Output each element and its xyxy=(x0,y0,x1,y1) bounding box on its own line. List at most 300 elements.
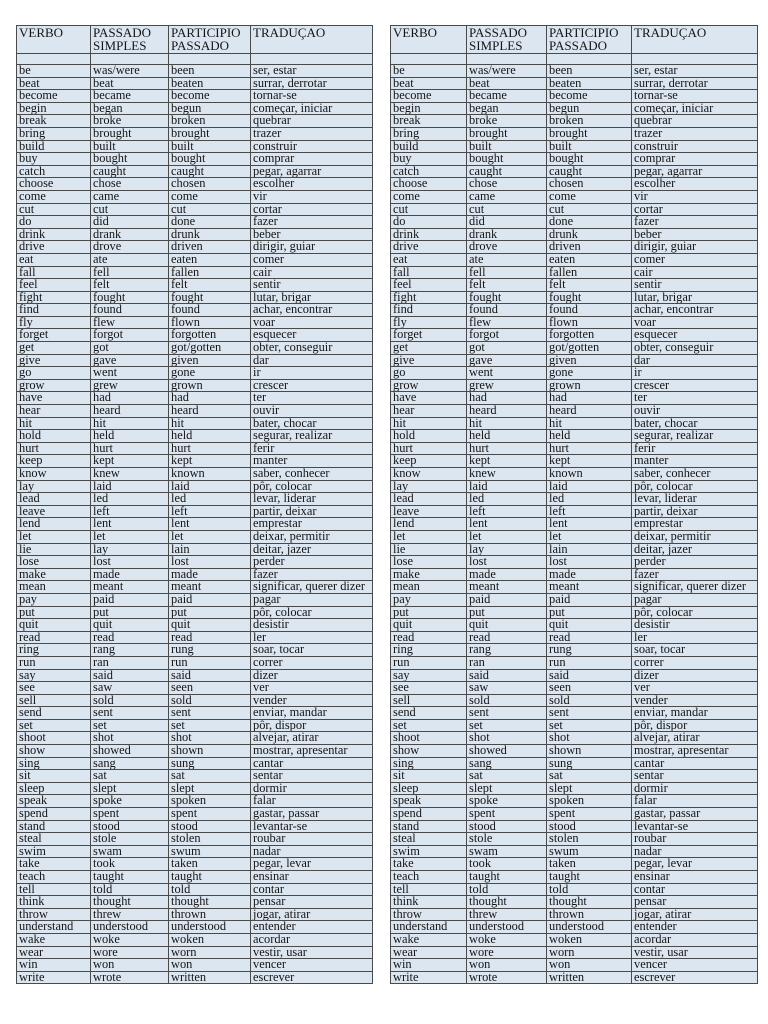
empty-cell xyxy=(17,54,91,65)
table-row xyxy=(391,682,758,695)
past-simple-cell: grew xyxy=(91,379,169,392)
past-simple-cell: went xyxy=(91,367,169,380)
translation-cell: crescer xyxy=(632,379,758,392)
translation-cell: vender xyxy=(251,694,373,707)
table-row xyxy=(391,694,758,707)
verb-cell: become xyxy=(391,90,467,103)
past-participle-cell: bought xyxy=(547,153,632,166)
past-simple-cell: wore xyxy=(467,946,547,959)
verb-cell: see xyxy=(391,682,467,695)
table-row xyxy=(391,203,758,216)
verb-cell: begin xyxy=(17,102,91,115)
table-row xyxy=(391,782,758,795)
past-participle-cell: shot xyxy=(547,732,632,745)
past-participle-cell: held xyxy=(169,430,251,443)
translation-cell: levantar-se xyxy=(251,820,373,833)
translation-cell: deixar, permitir xyxy=(632,530,758,543)
past-simple-cell: laid xyxy=(91,480,169,493)
past-participle-cell: found xyxy=(547,304,632,317)
empty-cell xyxy=(251,54,373,65)
past-simple-cell: slept xyxy=(91,782,169,795)
past-simple-cell: found xyxy=(91,304,169,317)
irregular-verbs-table xyxy=(16,25,373,984)
past-participle-cell: caught xyxy=(169,165,251,178)
translation-cell: cantar xyxy=(251,757,373,770)
past-simple-cell: hit xyxy=(91,417,169,430)
table-row xyxy=(391,216,758,229)
past-simple-cell: bought xyxy=(467,153,547,166)
verb-cell: buy xyxy=(17,153,91,166)
translation-cell: vir xyxy=(251,190,373,203)
past-simple-cell: woke xyxy=(467,933,547,946)
past-simple-cell: sent xyxy=(467,707,547,720)
past-simple-cell: hit xyxy=(467,417,547,430)
past-participle-cell: rung xyxy=(169,644,251,657)
past-participle-cell: meant xyxy=(547,581,632,594)
past-participle-cell: said xyxy=(169,669,251,682)
translation-cell: pegar, levar xyxy=(251,858,373,871)
translation-cell: contar xyxy=(632,883,758,896)
verb-cell: beat xyxy=(391,77,467,90)
verb-table-left xyxy=(16,25,373,984)
past-participle-cell: run xyxy=(169,656,251,669)
verb-cell: pay xyxy=(391,593,467,606)
past-participle-cell: told xyxy=(547,883,632,896)
translation-cell: enviar, mandar xyxy=(632,707,758,720)
verb-cell: leave xyxy=(391,505,467,518)
past-simple-cell: taught xyxy=(467,871,547,884)
translation-cell: manter xyxy=(251,455,373,468)
translation-cell: nadar xyxy=(632,845,758,858)
table-row xyxy=(17,316,373,329)
verb-cell: ring xyxy=(391,644,467,657)
past-participle-cell: kept xyxy=(547,455,632,468)
verb-cell: break xyxy=(17,115,91,128)
verb-cell: lead xyxy=(391,493,467,506)
verb-cell: come xyxy=(17,190,91,203)
verb-cell: eat xyxy=(391,253,467,266)
verb-cell: beat xyxy=(17,77,91,90)
verb-cell: sleep xyxy=(391,782,467,795)
translation-cell: dar xyxy=(251,354,373,367)
past-simple-cell: sold xyxy=(467,694,547,707)
table-row xyxy=(17,883,373,896)
translation-cell: saber, conhecer xyxy=(251,468,373,481)
translation-cell: falar xyxy=(251,795,373,808)
past-simple-cell: held xyxy=(467,430,547,443)
translation-cell: acordar xyxy=(632,933,758,946)
table-row xyxy=(391,858,758,871)
table-row xyxy=(17,455,373,468)
verb-cell: choose xyxy=(391,178,467,191)
table-row xyxy=(391,530,758,543)
verb-cell: stand xyxy=(391,820,467,833)
past-participle-cell: lain xyxy=(169,543,251,556)
past-participle-cell: beaten xyxy=(169,77,251,90)
verb-cell: build xyxy=(391,140,467,153)
past-simple-cell: knew xyxy=(467,468,547,481)
past-simple-cell: sat xyxy=(91,770,169,783)
past-simple-cell: came xyxy=(91,190,169,203)
verb-cell: tell xyxy=(391,883,467,896)
past-simple-cell: heard xyxy=(467,405,547,418)
past-simple-cell: meant xyxy=(91,581,169,594)
translation-cell: sentir xyxy=(251,279,373,292)
verb-cell: win xyxy=(391,959,467,972)
table-row xyxy=(17,707,373,720)
past-simple-cell: saw xyxy=(91,682,169,695)
table-row xyxy=(17,65,373,78)
verb-cell: choose xyxy=(17,178,91,191)
translation-cell: mostrar, apresentar xyxy=(632,745,758,758)
past-simple-cell: taught xyxy=(91,871,169,884)
past-simple-cell: caught xyxy=(91,165,169,178)
past-participle-cell: spoken xyxy=(547,795,632,808)
table-row xyxy=(17,745,373,758)
table-row xyxy=(17,795,373,808)
translation-cell: comprar xyxy=(251,153,373,166)
translation-cell: dirigir, guiar xyxy=(632,241,758,254)
verb-cell: fight xyxy=(17,291,91,304)
table-row xyxy=(17,820,373,833)
translation-cell: emprestar xyxy=(632,518,758,531)
verb-cell: hurt xyxy=(391,442,467,455)
past-simple-cell: did xyxy=(467,216,547,229)
past-simple-cell: stole xyxy=(467,833,547,846)
past-simple-cell: let xyxy=(467,530,547,543)
spacer-row xyxy=(17,54,373,65)
verb-cell: have xyxy=(17,392,91,405)
table-row xyxy=(17,719,373,732)
translation-cell: lutar, brigar xyxy=(632,291,758,304)
translation-cell: jogar, atirar xyxy=(632,908,758,921)
verb-cell: know xyxy=(17,468,91,481)
past-simple-cell: drove xyxy=(91,241,169,254)
past-simple-cell: spoke xyxy=(91,795,169,808)
past-simple-cell: sent xyxy=(91,707,169,720)
verb-cell: show xyxy=(17,745,91,758)
past-participle-cell: grown xyxy=(169,379,251,392)
verb-cell: sleep xyxy=(17,782,91,795)
table-row xyxy=(17,808,373,821)
translation-cell: construir xyxy=(632,140,758,153)
table-row xyxy=(391,480,758,493)
past-simple-cell: lay xyxy=(91,543,169,556)
translation-cell: levantar-se xyxy=(632,820,758,833)
translation-cell: pôr, colocar xyxy=(632,480,758,493)
translation-cell: crescer xyxy=(251,379,373,392)
table-row xyxy=(391,770,758,783)
verb-cell: teach xyxy=(391,871,467,884)
verb-cell: get xyxy=(391,342,467,355)
past-participle-cell: thought xyxy=(547,896,632,909)
verb-cell: let xyxy=(17,530,91,543)
translation-cell: saber, conhecer xyxy=(632,468,758,481)
table-row xyxy=(17,379,373,392)
verb-cell: lend xyxy=(391,518,467,531)
table-row xyxy=(17,568,373,581)
past-participle-cell: become xyxy=(169,90,251,103)
past-participle-cell: slept xyxy=(169,782,251,795)
translation-cell: cortar xyxy=(251,203,373,216)
past-simple-cell: quit xyxy=(91,619,169,632)
translation-cell: trazer xyxy=(251,127,373,140)
verb-cell: sing xyxy=(391,757,467,770)
verb-cell: shoot xyxy=(391,732,467,745)
past-participle-cell: read xyxy=(169,631,251,644)
verb-cell: steal xyxy=(17,833,91,846)
translation-cell: tornar-se xyxy=(251,90,373,103)
past-simple-cell: spoke xyxy=(467,795,547,808)
verb-cell: say xyxy=(17,669,91,682)
past-participle-cell: laid xyxy=(547,480,632,493)
translation-cell: fazer xyxy=(632,568,758,581)
translation-cell: pôr, dispor xyxy=(251,719,373,732)
table-row xyxy=(391,568,758,581)
table-row xyxy=(391,165,758,178)
past-simple-cell: felt xyxy=(467,279,547,292)
past-simple-cell: was/were xyxy=(467,65,547,78)
translation-cell: ensinar xyxy=(251,871,373,884)
verb-cell: lay xyxy=(391,480,467,493)
table-row xyxy=(17,216,373,229)
past-participle-cell: set xyxy=(547,719,632,732)
table-row xyxy=(391,127,758,140)
past-participle-cell: driven xyxy=(169,241,251,254)
past-participle-cell: written xyxy=(169,971,251,984)
past-participle-cell: had xyxy=(169,392,251,405)
translation-cell: vencer xyxy=(251,959,373,972)
past-participle-cell: felt xyxy=(547,279,632,292)
table-row xyxy=(17,581,373,594)
past-simple-cell: went xyxy=(467,367,547,380)
past-simple-cell: ate xyxy=(91,253,169,266)
table-row xyxy=(17,619,373,632)
translation-cell: ter xyxy=(251,392,373,405)
past-participle-cell: stolen xyxy=(169,833,251,846)
past-participle-cell: won xyxy=(547,959,632,972)
past-simple-cell: was/were xyxy=(91,65,169,78)
verb-cell: be xyxy=(17,65,91,78)
table-row xyxy=(391,556,758,569)
past-participle-cell: known xyxy=(547,468,632,481)
past-participle-cell: brought xyxy=(169,127,251,140)
table-row xyxy=(391,795,758,808)
past-participle-cell: done xyxy=(547,216,632,229)
past-participle-cell: run xyxy=(547,656,632,669)
translation-cell: pagar xyxy=(251,593,373,606)
translation-cell: surrar, derrotar xyxy=(632,77,758,90)
verb-cell: lose xyxy=(17,556,91,569)
verb-cell: leave xyxy=(17,505,91,518)
past-simple-cell: swam xyxy=(467,845,547,858)
verb-cell: throw xyxy=(391,908,467,921)
past-participle-cell: hit xyxy=(169,417,251,430)
table-row xyxy=(391,392,758,405)
table-row xyxy=(391,77,758,90)
past-simple-cell: took xyxy=(91,858,169,871)
past-simple-cell: knew xyxy=(91,468,169,481)
past-simple-cell: ran xyxy=(467,656,547,669)
verb-cell: catch xyxy=(17,165,91,178)
past-simple-cell: left xyxy=(467,505,547,518)
past-simple-cell: swam xyxy=(91,845,169,858)
past-participle-cell: swum xyxy=(169,845,251,858)
table-row xyxy=(17,543,373,556)
translation-cell: comprar xyxy=(632,153,758,166)
translation-cell: significar, querer dizer xyxy=(251,581,373,594)
verb-cell: find xyxy=(17,304,91,317)
verb-cell: write xyxy=(17,971,91,984)
verb-cell: drink xyxy=(17,228,91,241)
translation-cell: pensar xyxy=(251,896,373,909)
past-participle-cell: lain xyxy=(547,543,632,556)
table-row xyxy=(391,115,758,128)
past-simple-cell: drank xyxy=(91,228,169,241)
translation-cell: manter xyxy=(632,455,758,468)
past-participle-cell: understood xyxy=(169,921,251,934)
verb-cell: set xyxy=(391,719,467,732)
table-row xyxy=(391,354,758,367)
table-row xyxy=(17,656,373,669)
verb-cell: drive xyxy=(391,241,467,254)
table-row xyxy=(17,606,373,619)
verb-cell: lie xyxy=(17,543,91,556)
past-simple-cell: told xyxy=(91,883,169,896)
translation-cell: beber xyxy=(251,228,373,241)
table-row xyxy=(17,342,373,355)
past-simple-cell: beat xyxy=(467,77,547,90)
verb-cell: let xyxy=(391,530,467,543)
past-simple-cell: ran xyxy=(91,656,169,669)
past-simple-cell: showed xyxy=(91,745,169,758)
translation-cell: voar xyxy=(251,316,373,329)
verb-cell: sell xyxy=(391,694,467,707)
past-participle-cell: sent xyxy=(547,707,632,720)
table-row xyxy=(17,354,373,367)
table-row xyxy=(17,367,373,380)
past-simple-cell: built xyxy=(467,140,547,153)
table-row xyxy=(17,858,373,871)
verb-cell: put xyxy=(391,606,467,619)
table-row xyxy=(391,329,758,342)
past-simple-cell: let xyxy=(91,530,169,543)
past-simple-cell: put xyxy=(467,606,547,619)
past-participle-cell: sent xyxy=(169,707,251,720)
table-row xyxy=(17,430,373,443)
table-row xyxy=(17,140,373,153)
table-row xyxy=(17,329,373,342)
verb-cell: build xyxy=(17,140,91,153)
translation-cell: ferir xyxy=(632,442,758,455)
past-simple-cell: slept xyxy=(467,782,547,795)
verb-cell: hit xyxy=(17,417,91,430)
table-row xyxy=(391,304,758,317)
past-participle-cell: found xyxy=(169,304,251,317)
translation-cell: começar, iniciar xyxy=(251,102,373,115)
past-simple-cell: fought xyxy=(467,291,547,304)
past-participle-cell: gone xyxy=(547,367,632,380)
header-participio-passado: PARTICIPIO PASSADO xyxy=(547,26,632,54)
verb-cell: say xyxy=(391,669,467,682)
table-row xyxy=(391,959,758,972)
translation-cell: jogar, atirar xyxy=(251,908,373,921)
table-row xyxy=(17,908,373,921)
verb-cell: teach xyxy=(17,871,91,884)
verb-cell: wake xyxy=(391,933,467,946)
translation-cell: ouvir xyxy=(251,405,373,418)
table-row xyxy=(391,644,758,657)
past-simple-cell: lost xyxy=(91,556,169,569)
table-row xyxy=(391,883,758,896)
past-participle-cell: stolen xyxy=(547,833,632,846)
past-participle-cell: thrown xyxy=(169,908,251,921)
table-row xyxy=(391,228,758,241)
header-passado-simples: PASSADO SIMPLES xyxy=(91,26,169,54)
past-simple-cell: shot xyxy=(91,732,169,745)
past-participle-cell: understood xyxy=(547,921,632,934)
translation-cell: vestir, usar xyxy=(632,946,758,959)
past-simple-cell: heard xyxy=(91,405,169,418)
past-participle-cell: heard xyxy=(547,405,632,418)
verb-cell: bring xyxy=(391,127,467,140)
past-simple-cell: paid xyxy=(467,593,547,606)
past-simple-cell: threw xyxy=(467,908,547,921)
verb-cell: fight xyxy=(391,291,467,304)
past-participle-cell: given xyxy=(547,354,632,367)
past-simple-cell: got xyxy=(467,342,547,355)
past-simple-cell: sang xyxy=(91,757,169,770)
past-participle-cell: fought xyxy=(169,291,251,304)
verb-cell: break xyxy=(391,115,467,128)
table-row xyxy=(391,241,758,254)
past-simple-cell: threw xyxy=(91,908,169,921)
translation-cell: deitar, jazer xyxy=(251,543,373,556)
past-simple-cell: had xyxy=(91,392,169,405)
table-row xyxy=(17,102,373,115)
past-participle-cell: got/gotten xyxy=(169,342,251,355)
table-row xyxy=(17,241,373,254)
translation-cell: ir xyxy=(251,367,373,380)
past-participle-cell: made xyxy=(169,568,251,581)
past-participle-cell: stood xyxy=(169,820,251,833)
verb-cell: be xyxy=(391,65,467,78)
translation-cell: pôr, colocar xyxy=(251,480,373,493)
past-simple-cell: ate xyxy=(467,253,547,266)
translation-cell: escolher xyxy=(632,178,758,191)
past-simple-cell: beat xyxy=(91,77,169,90)
past-participle-cell: chosen xyxy=(547,178,632,191)
past-participle-cell: known xyxy=(169,468,251,481)
verb-cell: wake xyxy=(17,933,91,946)
past-participle-cell: put xyxy=(547,606,632,619)
table-row xyxy=(391,493,758,506)
translation-cell: enviar, mandar xyxy=(251,707,373,720)
table-row xyxy=(391,871,758,884)
verb-cell: stand xyxy=(17,820,91,833)
past-simple-cell: built xyxy=(91,140,169,153)
verb-cell: speak xyxy=(17,795,91,808)
translation-cell: cantar xyxy=(632,757,758,770)
translation-cell: mostrar, apresentar xyxy=(251,745,373,758)
verb-cell: mean xyxy=(391,581,467,594)
table-row xyxy=(17,530,373,543)
verb-cell: keep xyxy=(17,455,91,468)
verb-cell: win xyxy=(17,959,91,972)
translation-cell: dizer xyxy=(632,669,758,682)
table-row xyxy=(391,669,758,682)
past-simple-cell: said xyxy=(91,669,169,682)
